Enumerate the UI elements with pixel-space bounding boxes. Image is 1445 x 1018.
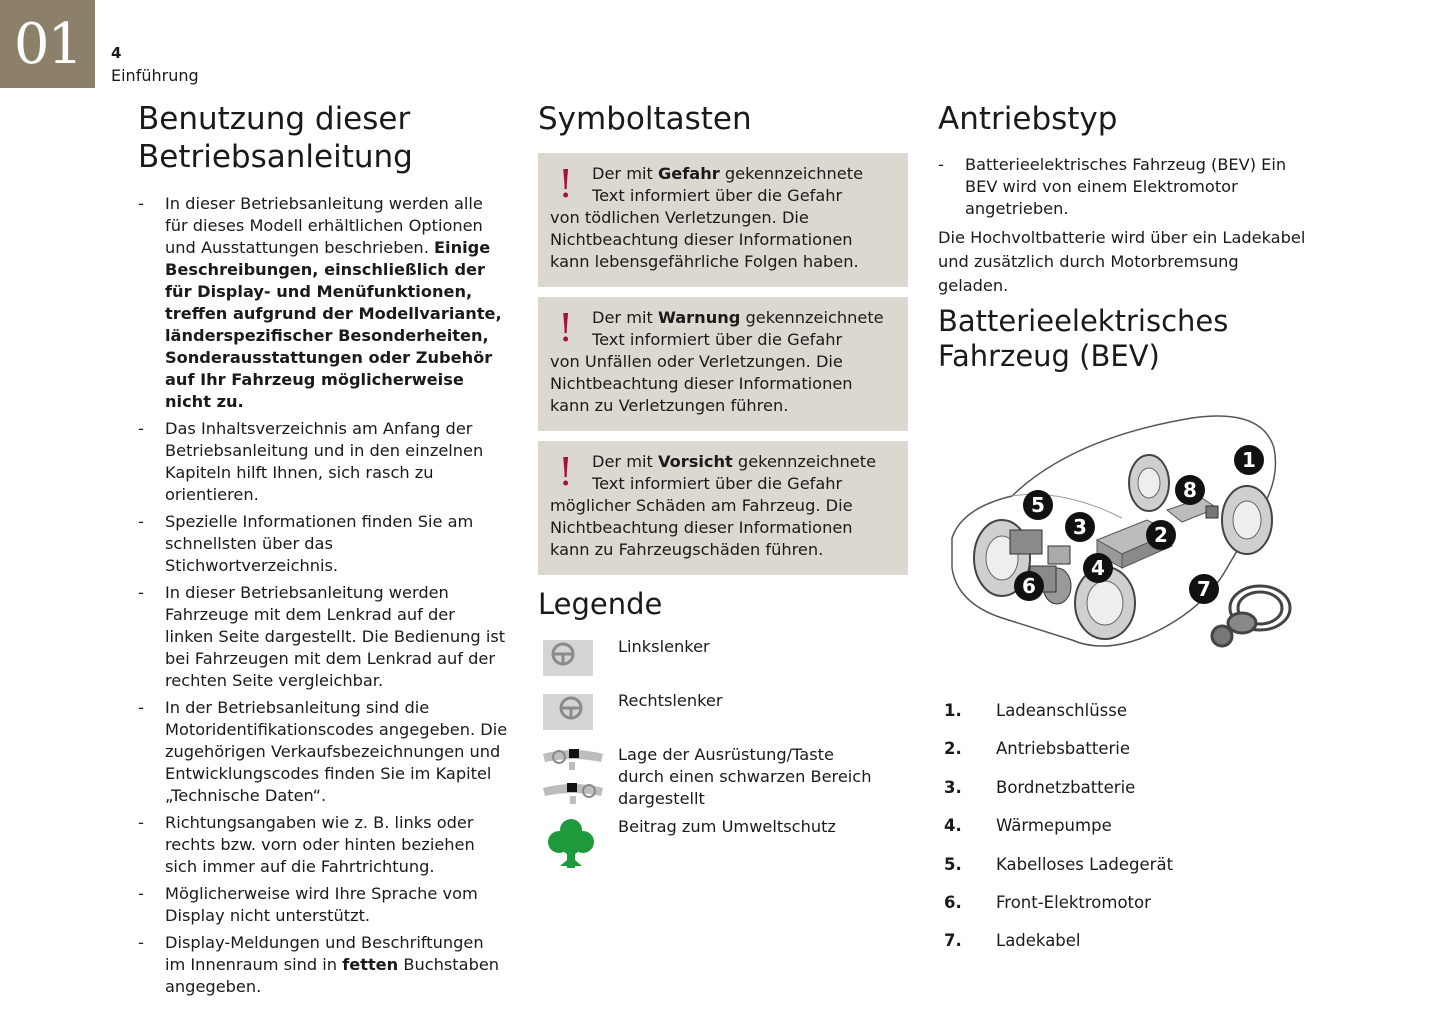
legend-item bbox=[538, 690, 908, 744]
callout-4 bbox=[1083, 553, 1113, 583]
charging-paragraph: Die Hochvoltbatterie wird über ein Ladekabel und zusätzlich durch Motorbremsung geladen. bbox=[938, 228, 1306, 295]
legend-title: Legende bbox=[538, 587, 663, 621]
callout-3 bbox=[1065, 512, 1095, 542]
warning-box: ! Der mit Warnung gekennzeichnete Text informiert über die Gefahr von Unfällen oder Verletzungen. Die Nichtbeachtung dieser Informationen kann zu Verletzungen führen. bbox=[538, 297, 908, 431]
symbols-title: Symboltasten bbox=[538, 101, 752, 137]
svg-text:7: 7 bbox=[1197, 577, 1211, 601]
environment-tree-icon bbox=[546, 816, 596, 872]
list-item: 4. Wärmepumpe bbox=[944, 816, 1112, 836]
list-item: - In dieser Betriebsanleitung werden alle für dieses Modell erhältlichen Optionen und Ausstattungen beschrieben. Einige Beschreibungen, einschließlich der für Display- und Menüfunktionen, treffen aufgrund der Modellvariante, länderspezifischer Besonderheiten, Sonderausstattungen oder Zubehör auf Ihr Fahrzeug möglicherweise nicht zu. bbox=[138, 193, 508, 413]
svg-text:5: 5 bbox=[1031, 493, 1045, 517]
list-item: 7. Ladekabel bbox=[944, 931, 1081, 951]
symbols-column bbox=[538, 100, 908, 870]
callout-8 bbox=[1175, 475, 1205, 505]
legend-item bbox=[538, 636, 908, 690]
list-item: - Möglicherweise wird Ihre Sprache vom Display nicht unterstützt. bbox=[138, 883, 508, 927]
list-item: 6. Front-Elektromotor bbox=[944, 892, 1151, 912]
list-item: 1. Ladeanschlüsse bbox=[944, 701, 1128, 720]
legend-text: Lage der Ausrüstung/Taste durch einen schwarzen Bereich dargestellt bbox=[618, 745, 872, 808]
svg-text:3: 3 bbox=[1073, 515, 1087, 539]
warning-icon: ! bbox=[558, 306, 574, 350]
parts-list bbox=[938, 700, 1318, 969]
legend-text: Linkslenker bbox=[618, 637, 710, 656]
callout-7 bbox=[1189, 574, 1219, 604]
legend-list bbox=[538, 636, 908, 870]
callout-6 bbox=[1014, 571, 1044, 601]
svg-text:2: 2 bbox=[1154, 523, 1168, 547]
chapter-number-box bbox=[0, 0, 95, 88]
caution-icon: ! bbox=[558, 450, 574, 494]
left-hand-drive-icon bbox=[543, 636, 593, 678]
svg-text:4: 4 bbox=[1091, 556, 1105, 580]
svg-text:6: 6 bbox=[1022, 574, 1036, 598]
legend-item bbox=[538, 816, 908, 870]
drive-type-list bbox=[938, 154, 1298, 220]
callout-1 bbox=[1234, 445, 1264, 475]
list-item: - Richtungsangaben wie z. B. links oder rechts bzw. vorn oder hinten beziehen sich immer auf die Fahrtrichtung. bbox=[138, 812, 508, 878]
list-item: - Spezielle Informationen finden Sie am schnellsten über das Stichwortverzeichnis. bbox=[138, 511, 508, 577]
usage-column bbox=[138, 100, 508, 1003]
danger-box: ! Der mit Gefahr gekennzeichnete Text informiert über die Gefahr von tödlichen Verletzungen. Die Nichtbeachtung dieser Informationen kann lebensgefährliche Folgen haben. bbox=[538, 153, 908, 287]
list-item: - Batterieelektrisches Fahrzeug (BEV) Ein BEV wird von einem Elektromotor angetrieben. bbox=[938, 154, 1298, 220]
list-item: 3. Bordnetzbatterie bbox=[944, 777, 1136, 797]
caution-box: ! Der mit Vorsicht gekennzeichnete Text informiert über die Gefahr möglicher Schäden am Fahrzeug. Die Nichtbeachtung dieser Informationen kann zu Fahrzeugschäden führen. bbox=[538, 441, 908, 575]
list-item: - In der Betriebsanleitung sind die Motoridentifikationscodes angegeben. Die zugehörigen Verkaufsbezeichnungen und Entwicklungscodes finden Sie im Kapitel „Technische Daten“. bbox=[138, 697, 508, 807]
list-item: - Display-Meldungen und Beschriftungen im Innenraum sind in fetten Buchstaben angegeben. bbox=[138, 932, 508, 998]
callout-5 bbox=[1023, 490, 1053, 520]
list-item: - In dieser Betriebsanleitung werden Fahrzeuge mit dem Lenkrad auf der linken Seite dargestellt. Die Bedienung ist bei Fahrzeugen mit dem Lenkrad auf der rechten Seite vergleichbar. bbox=[138, 582, 508, 692]
list-item: - Das Inhaltsverzeichnis am Anfang der Betriebsanleitung und in den einzelnen Kapiteln hilft Ihnen, sich rasch zu orientieren. bbox=[138, 418, 508, 506]
dashboard-location-icon bbox=[541, 744, 605, 806]
legend-text: Beitrag zum Umweltschutz bbox=[618, 817, 836, 836]
chapter-number: 01 bbox=[13, 11, 82, 77]
section-name: Einführung bbox=[111, 66, 199, 85]
charging-cable bbox=[1212, 586, 1290, 646]
drive-type-title: Antriebstyp bbox=[938, 101, 1118, 137]
callout-2 bbox=[1146, 520, 1176, 550]
legend-item bbox=[538, 744, 908, 816]
svg-text:8: 8 bbox=[1183, 478, 1197, 502]
list-item: 2. Antriebsbatterie bbox=[944, 739, 1130, 759]
svg-text:1: 1 bbox=[1242, 448, 1256, 472]
bev-car-diagram bbox=[942, 408, 1302, 658]
bev-subtitle: Batterieelektrisches Fahrzeug (BEV) bbox=[938, 304, 1229, 373]
drive-type-column bbox=[938, 100, 1318, 969]
legend-text: Rechtslenker bbox=[618, 691, 723, 710]
page-number: 4 bbox=[111, 44, 122, 62]
right-hand-drive-icon bbox=[543, 690, 593, 732]
usage-title: Benutzung dieser Betriebsanleitung bbox=[138, 101, 413, 175]
danger-warning-icon: ! bbox=[558, 162, 574, 206]
list-item: 5. Kabelloses Ladegerät bbox=[944, 854, 1174, 874]
usage-list bbox=[138, 193, 508, 998]
